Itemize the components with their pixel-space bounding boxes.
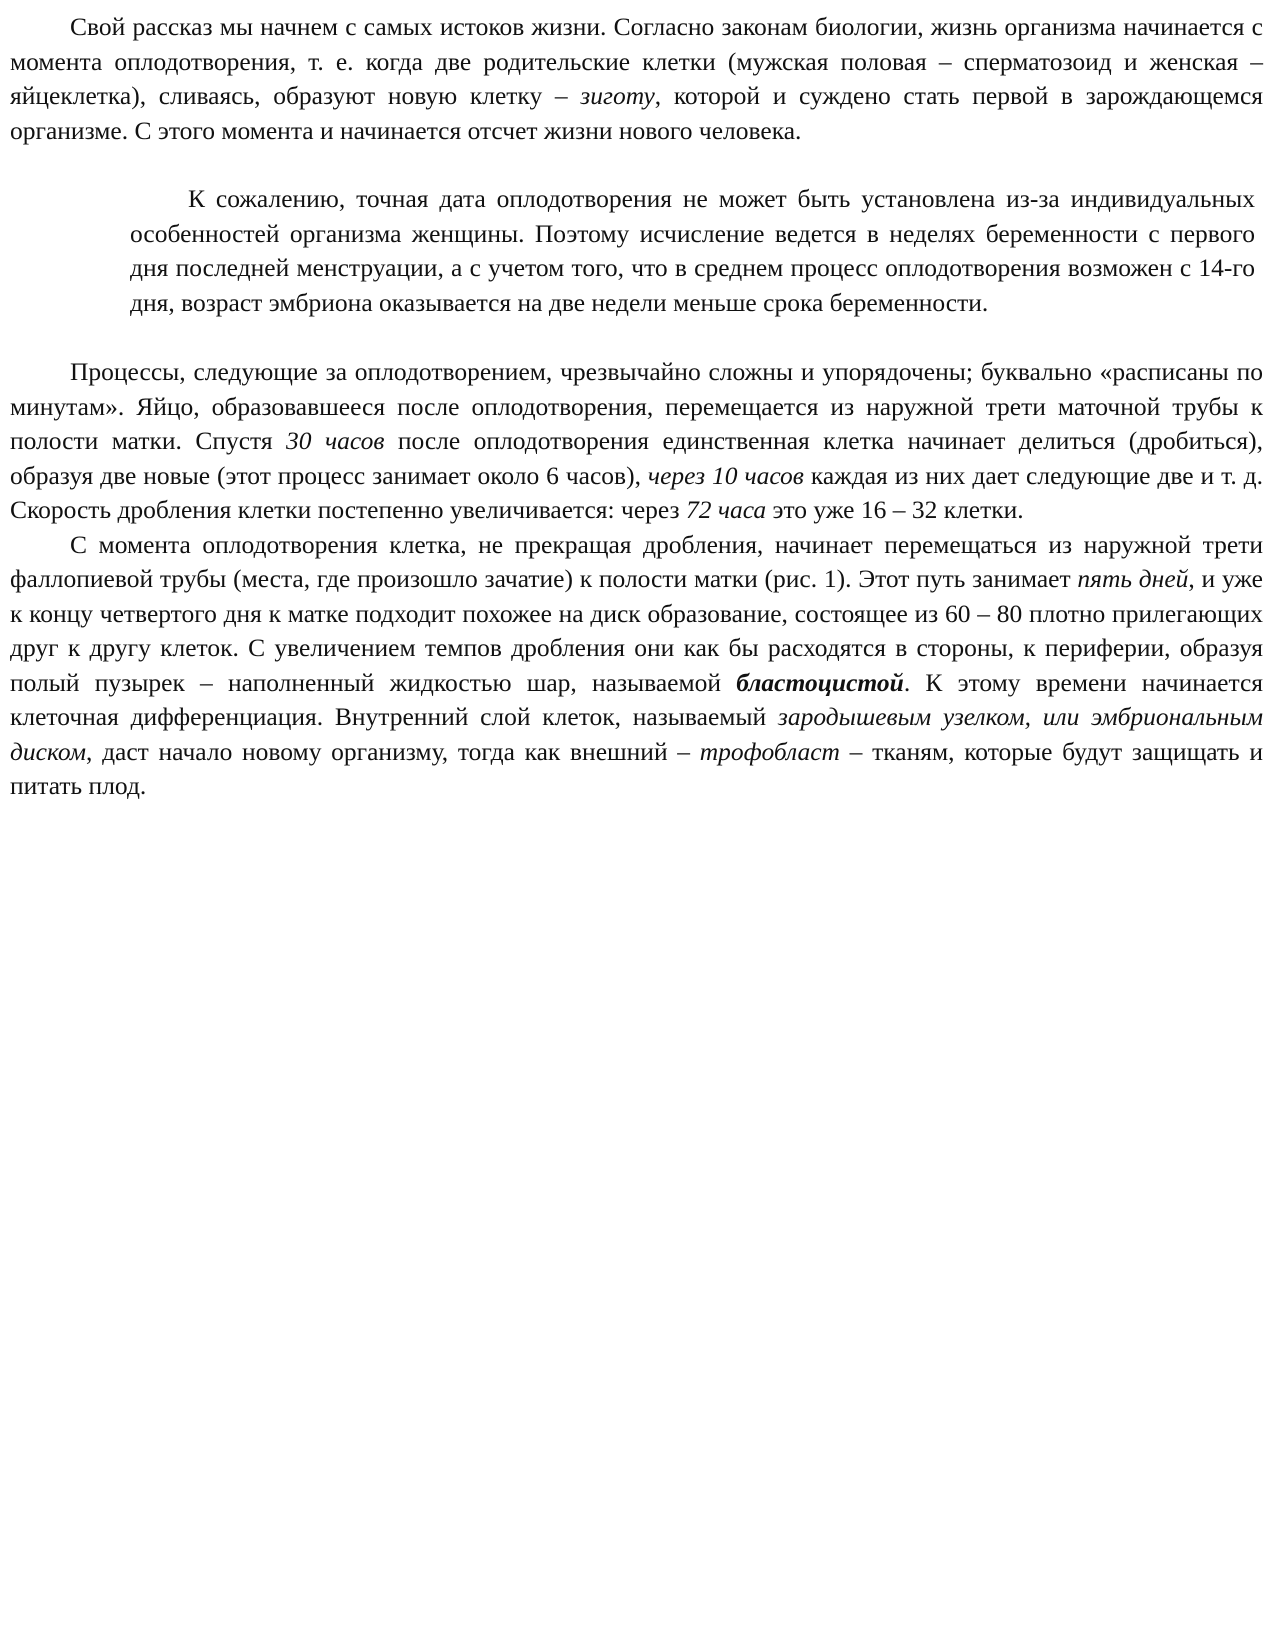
- text-run: – тканям, которые будут защищать и питать плод.: [10, 736, 1263, 800]
- text-run: после оплодотворения единственная клетка начинает делиться (дробиться), образуя две новые (этот процесс занимает около 6 часов),: [10, 426, 1263, 490]
- text-run: Свой рассказ мы начнем с самых истоков жизни. Согласно законам биологии, жизнь организма начинается с момента оплодотворения, т. е. когда две родительские клетки (мужская половая – сперматозоид и женская – яйцеклетка), сливаясь, образуют новую клетку –: [10, 12, 1263, 110]
- paragraph-processes: [10, 355, 1263, 528]
- text-run: С момента оплодотворения клетка, не прекращая дробления, начинает перемещаться из наружной трети фаллопиевой трубы (места, где произошло зачатие) к полости матки (рис. 1). Этот путь занимает: [10, 529, 1263, 593]
- note-paragraph: [130, 182, 1255, 320]
- paragraph-migration: [10, 528, 1263, 804]
- emphasis-text: зародышевым узелком, или эмбриональным диском: [10, 702, 1263, 766]
- text-run: , даст начало новому организму, тогда как внешний –: [85, 736, 700, 766]
- text-run: , и уже к концу четвертого дня к матке подходит похожее на диск образование, состоящее из 60 – 80 плотно прилегающих друг к другу клеток. С увеличением темпов дробления они как бы расходятся в стороны, к периферии, образуя полый пузырек – наполненный жидкостью шар, называемой: [10, 564, 1263, 697]
- emphasis-term: бластоцистой: [736, 667, 904, 697]
- text-run: К сожалению, точная дата оплодотворения не может быть установлена из-за индивидуальных особенностей организма женщины. Поэтому исчисление ведется в неделях беременности с первого дня последней менструации, а с учетом того, что в среднем процесс оплодотворения возможен с 14-го дня, возраст эмбриона оказывается на две недели меньше срока беременности.: [130, 184, 1255, 317]
- text-run: это уже 16 – 32 клетки.: [766, 495, 1024, 524]
- text-run: . К этому времени начинается клеточная дифференциация. Внутренний слой клеток, называемый: [10, 667, 1263, 731]
- emphasis-text: через 10 часов: [647, 460, 804, 490]
- emphasis-text: пять дней: [1077, 564, 1189, 593]
- emphasis-text: трофобласт: [699, 736, 840, 766]
- text-run: , которой и суждено стать первой в зарождающемся организме. С этого момента и начинается отсчет жизни нового человека.: [10, 81, 1263, 145]
- document-page: [10, 10, 1263, 804]
- emphasis-text: зиготу: [580, 81, 655, 110]
- emphasis-text: [736, 668, 904, 697]
- emphasis-text: 72 часа: [685, 495, 767, 524]
- text-run: Процессы, следующие за оплодотворением, чрезвычайно сложны и упорядочены; буквально «расписаны по минутам». Яйцо, образовавшееся после оплодотворения, перемещается из наружной трети маточной трубы к полости матки. Спустя: [10, 357, 1263, 455]
- emphasis-text: 30 часов: [286, 426, 385, 455]
- text-run: каждая из них дает следующие две и т. д. Скорость дробления клетки постепенно увеличивается: через: [10, 460, 1263, 524]
- paragraph-intro: [10, 10, 1263, 148]
- note-block: [130, 182, 1255, 320]
